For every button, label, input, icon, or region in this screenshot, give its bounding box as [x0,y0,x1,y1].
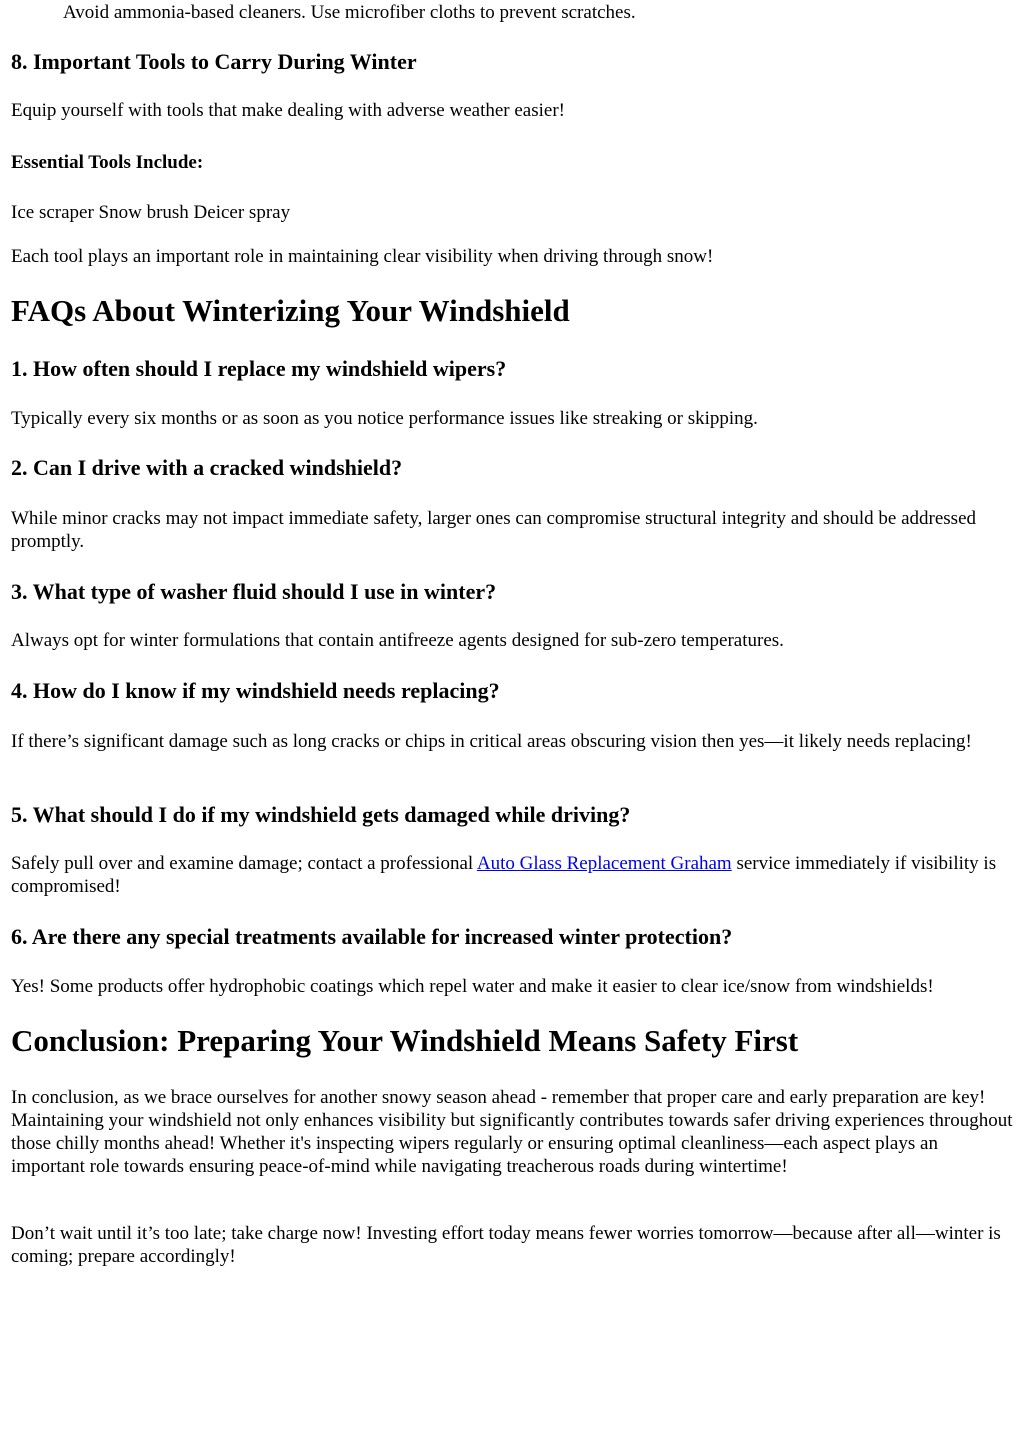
faq-question-4: 4. How do I know if my windshield needs replacing? [11,678,500,703]
conclusion-paragraph-2: Don’t wait until it’s too late; take charge now! Investing effort today means fewer worries tomorrow—because after all—winter is coming; prepare accordingly! [11,1223,1001,1267]
section8-heading: 8. Important Tools to Carry During Winter [11,49,417,74]
auto-glass-replacement-link[interactable]: Auto Glass Replacement Graham [476,853,732,874]
faq-question-2: 2. Can I drive with a cracked windshield? [11,455,403,480]
section8-closing: Each tool plays an important role in maintaining clear visibility when driving through snow! [11,246,714,267]
faq-answer-5-after: service immediately if visibility is compromised! [11,853,997,897]
faq-question-1: 1. How often should I replace my windshield wipers? [11,356,507,381]
faq-answer-3: Always opt for winter formulations that contain antifreeze agents designed for sub-zero temperatures. [11,630,784,651]
conclusion-heading: Conclusion: Preparing Your Windshield Means Safety First [11,1023,799,1058]
faq-answer-6: Yes! Some products offer hydrophobic coatings which repel water and make it easier to clear ice/snow from windshields! [11,976,934,997]
faq-answer-1: Typically every six months or as soon as you notice performance issues like streaking or skipping. [11,408,758,429]
faq-question-6: 6. Are there any special treatments available for increased winter protection? [11,924,733,949]
faq-answer-5-before: Safely pull over and examine damage; contact a professional [11,853,477,874]
faq-answer-4: If there’s significant damage such as long cracks or chips in critical areas obscuring vision then yes—it likely needs replacing! [11,731,972,752]
faqs-heading: FAQs About Winterizing Your Windshield [11,293,570,328]
section8-subheading: Essential Tools Include: [11,152,204,173]
faq-question-5: 5. What should I do if my windshield gets damaged while driving? [11,802,631,827]
section8-tools: Ice scraper Snow brush Deicer spray [11,202,291,223]
faq-question-3: 3. What type of washer fluid should I use in winter? [11,579,497,604]
faq-answer-5 [11,852,1016,898]
section8-intro: Equip yourself with tools that make dealing with adverse weather easier! [11,100,565,121]
conclusion-paragraph-1: In conclusion, as we brace ourselves for another snowy season ahead - remember that proper care and early preparation are key! Maintaining your windshield not only enhances visibility but significantly contributes towards safer driving experiences throughout those chilly months ahead! Whether it's inspecting wipers regularly or ensuring optimal cleanliness—each aspect plays an important role towards ensuring peace-of-mind while navigating treacherous roads during wintertime! [11,1087,1013,1177]
faq-answer-2: While minor cracks may not impact immediate safety, larger ones can compromise structural integrity and should be addressed promptly. [11,508,977,552]
intro-text: Avoid ammonia-based cleaners. Use microfiber cloths to prevent scratches. [63,2,636,23]
